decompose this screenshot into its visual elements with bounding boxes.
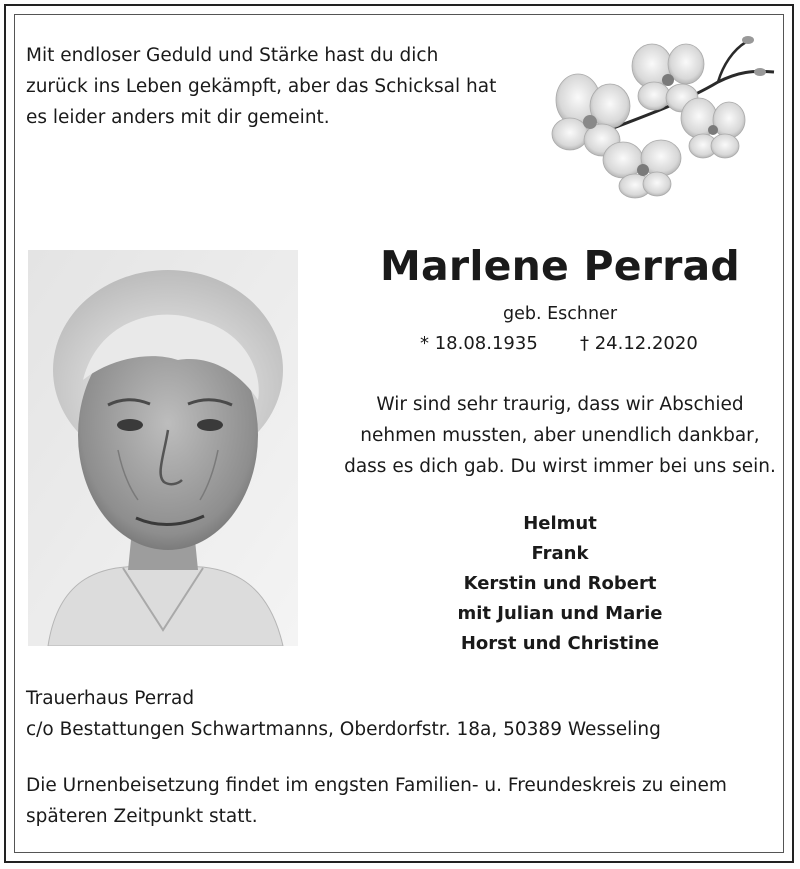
portrait-photo: [28, 250, 298, 646]
house-line: c/o Bestattungen Schwartmanns, Oberdorfstr. 18a, 50389 Wesseling: [26, 719, 661, 740]
family-member: Frank: [531, 543, 589, 564]
maiden-name: geb. Eschner: [502, 304, 618, 324]
intro-line: Mit endloser Geduld und Stärke hast du dich: [26, 45, 439, 66]
message-line: Wir sind sehr traurig, dass wir Abschied: [376, 394, 744, 415]
message-line: dass es dich gab. Du wirst immer bei uns sein.: [344, 456, 776, 477]
mourning-message: [340, 389, 780, 482]
notice-line: Die Urnenbeisetzung findet im engsten Familien- u. Freundeskreis zu einem: [26, 775, 727, 796]
house-line: Trauerhaus Perrad: [26, 688, 195, 709]
intro-line: zurück ins Leben gekämpft, aber das Schicksal hat: [26, 76, 497, 97]
family-member: Kerstin und Robert: [463, 573, 657, 594]
life-dates: [340, 330, 780, 358]
deceased-name: Marlene Perrad: [380, 242, 740, 290]
orchid-image: [548, 20, 776, 200]
family-list: [340, 509, 780, 659]
intro-verse: [26, 40, 496, 133]
birth-date: * 18.08.1935: [420, 333, 538, 354]
burial-notice: [26, 770, 766, 832]
death-date: † 24.12.2020: [580, 333, 698, 354]
family-member: Horst und Christine: [460, 633, 660, 654]
family-member: Helmut: [523, 513, 597, 534]
notice-line: späteren Zeitpunkt statt.: [26, 806, 258, 827]
message-line: nehmen mussten, aber unendlich dankbar,: [360, 425, 760, 446]
family-member: mit Julian und Marie: [457, 603, 663, 624]
mourning-house-address: [26, 683, 766, 745]
intro-line: es leider anders mit dir gemeint.: [26, 107, 330, 128]
